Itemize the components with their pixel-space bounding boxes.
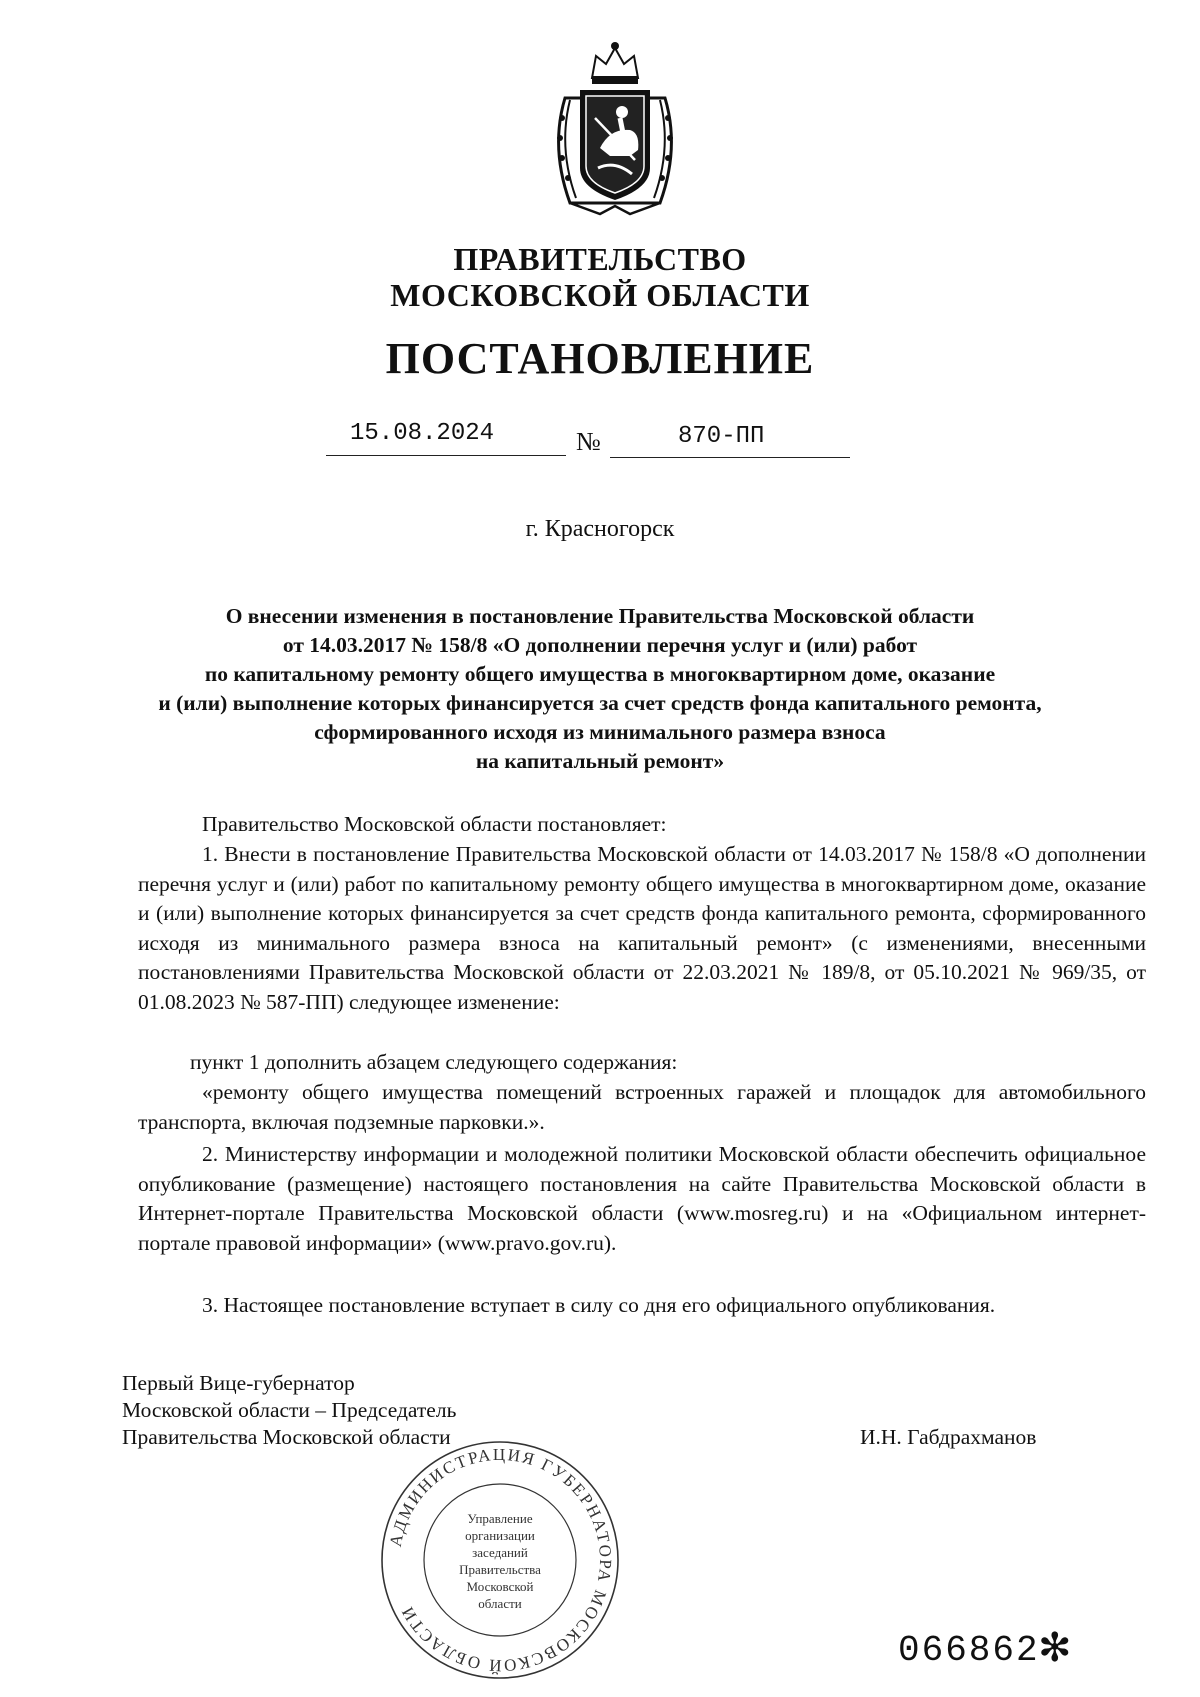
decree-date: 15.08.2024	[350, 420, 495, 447]
paragraph-2: 2. Министерству информации и молодежной политики Московской области обеспечить официальное опубликование (размещение) настоящего постановления на сайте Правительства Московской области в Интернет-портале Правительства Московской области (www.mosreg.ru) и на «Официальном интернет-портале правовой информации» (www.pravo.gov.ru).	[138, 1142, 1146, 1255]
document-type-heading: ПОСТАНОВЛЕНИЕ	[385, 334, 815, 383]
government-name-line2: МОСКОВСКОЙ ОБЛАСТИ	[390, 277, 810, 313]
stamp-center-line: области	[478, 1596, 522, 1611]
title-line: сформированного исходя из минимального размера взноса	[314, 720, 886, 744]
stamp-ring-text: АДМИНИСТРАЦИЯ ГУБЕРНАТОРА МОСКОВСКОЙ ОБЛАСТИ	[385, 1444, 616, 1676]
title-line: от 14.03.2017 № 158/8 «О дополнении перечня услуг и (или) работ	[282, 633, 918, 657]
city-name: г. Красногорск	[525, 516, 675, 542]
official-round-stamp	[375, 1435, 625, 1685]
stamp-center-line: организации	[465, 1528, 535, 1543]
number-sign: №	[576, 427, 601, 456]
svg-text:АДМИНИСТРАЦИЯ ГУБЕРНАТОРА МОСК	[386, 1445, 615, 1675]
title-line: на капитальный ремонт»	[475, 749, 725, 773]
decree-title	[120, 602, 1080, 776]
stamp-center-line: Правительства	[459, 1562, 541, 1577]
paragraph-1-instruction: пункт 1 дополнить абзацем следующего содержания:	[190, 1050, 678, 1074]
paragraph-1: 1. Внести в постановление Правительства Московской области от 14.03.2017 № 158/8 «О дополнении перечня услуг и (или) работ по капитальному ремонту общего имущества в многоквартирном доме, оказание и (или) выполнение которых финансируется за счет средств фонда капитального ремонта, сформированного исходя из минимального размера взноса на капитальный ремонт» (с изменениями, внесенными постановлениями Правительства Московской области от 22.03.2021 № 189/8, от 05.10.2021 № 969/35, от 01.08.2023 № 587-ПП) следующее изменение:	[138, 842, 1146, 1014]
coat-of-arms-emblem	[540, 38, 690, 218]
stamp-center-line: заседаний	[472, 1545, 528, 1560]
date-underline	[326, 455, 566, 456]
stamp-center-line: Управление	[467, 1511, 533, 1526]
signatory-name: И.Н. Габдрахманов	[860, 1425, 1037, 1449]
paragraph-1-quote: «ремонту общего имущества помещений встроенных гаражей и площадок для автомобильного транспорта, включая подземные парковки.».	[138, 1080, 1146, 1134]
intro-paragraph: Правительство Московской области постановляет:	[202, 812, 667, 836]
title-line: и (или) выполнение которых финансируется за счет средств фонда капитального ремонта,	[158, 691, 1042, 715]
position-line: Московской области – Председатель	[122, 1398, 457, 1422]
government-name-line1: ПРАВИТЕЛЬСТВО	[453, 241, 747, 277]
paragraph-3: 3. Настоящее постановление вступает в силу со дня его официального опубликования.	[202, 1293, 996, 1317]
number-underline	[610, 457, 850, 458]
document-serial-number: 066862	[898, 1630, 1040, 1671]
asterisk-mark-icon: ✻	[1038, 1625, 1072, 1670]
title-line: по капитальному ремонту общего имущества в многоквартирном доме, оказание	[204, 662, 996, 686]
position-line: Правительства Московской области	[122, 1425, 451, 1449]
stamp-center-line: Московской	[466, 1579, 534, 1594]
title-line: О внесении изменения в постановление Правительства Московской области	[225, 604, 975, 628]
position-line: Первый Вице-губернатор	[122, 1371, 355, 1395]
decree-number: 870-ПП	[678, 423, 765, 450]
